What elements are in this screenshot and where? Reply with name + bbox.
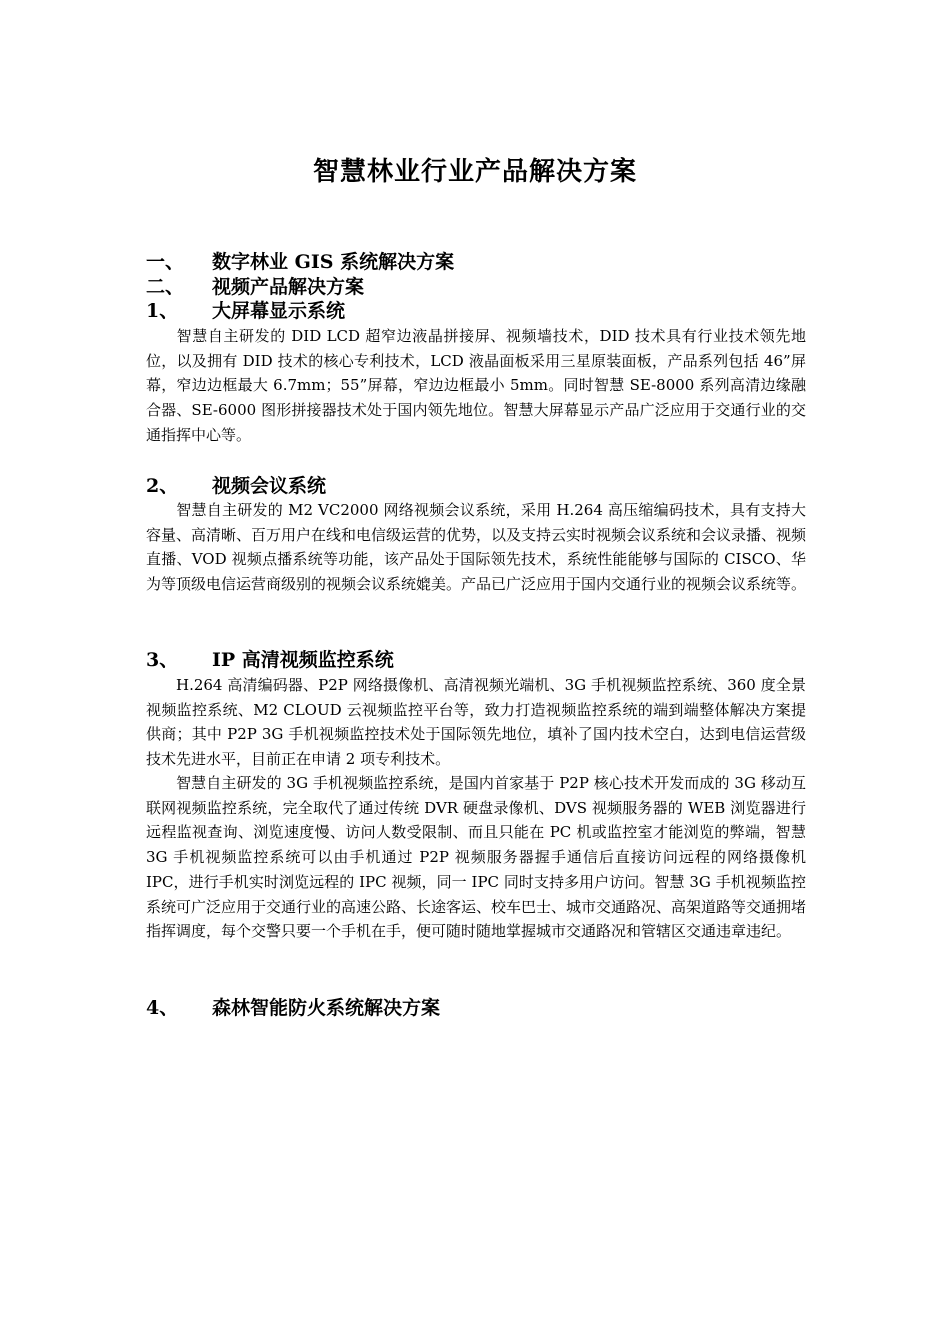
paragraph-large-screen — [146, 324, 806, 448]
paragraph-ip-surveillance — [146, 673, 806, 772]
section-label: 数字林业 GIS 系统解决方案 — [212, 251, 455, 273]
section-label: 森林智能防火系统解决方案 — [212, 997, 441, 1019]
section-number: 1、 — [146, 300, 179, 322]
section-heading-video — [146, 274, 364, 300]
paragraph-video-conference — [146, 498, 806, 597]
section-heading-video-conference — [146, 473, 326, 499]
section-number: 一、 — [146, 251, 185, 273]
section-heading-ip-surveillance — [146, 647, 394, 673]
document-title: 智慧林业行业产品解决方案 — [312, 157, 637, 187]
paragraph-text: 智慧自主研发的 DID LCD 超窄边液晶拼接屏、视频墙技术，DID 技术具有行业技术领先地位，以及拥有 DID 技术的核心专利技术，LCD 液晶面板采用三星原装面板，产品系列包括 46”屏幕，窄边边框最大 6.7mm；55”屏幕，窄边边框最小 5mm。同时智慧 SE-8000 系列高清边缘融合器、SE-6000 图形拼接器技术处于国内领先地位。智慧大屏幕显示产品广泛应用于交通行业的交通指挥中心等。 — [146, 327, 806, 444]
section-number: 二、 — [146, 276, 185, 298]
paragraph-text: H.264 高清编码器、P2P 网络摄像机、高清视频光端机、3G 手机视频监控系统、360 度全景视频监控系统、M2 CLOUD 云视频监控平台等，致力打造视频监控系统的端到端整体解决方案提供商；其中 P2P 3G 手机视频监控技术处于国际领先地位，填补了国内技术空白，达到电信运营级技术先进水平，目前正在申请 2 项专利技术。 — [146, 676, 806, 769]
section-heading-gis — [146, 249, 454, 275]
section-label: 视频产品解决方案 — [212, 276, 365, 298]
section-heading-fire-prevention — [146, 995, 440, 1021]
section-label: 视频会议系统 — [212, 475, 327, 497]
section-heading-large-screen — [146, 298, 345, 324]
section-label: IP 高清视频监控系统 — [212, 649, 394, 671]
paragraph-text: 智慧自主研发的 M2 VC2000 网络视频会议系统，采用 H.264 高压缩编码技术，具有支持大容量、高清晰、百万用户在线和电信级运营的优势，以及支持云实时视频会议系统和会议录播、视频直播、VOD 视频点播系统等功能，该产品处于国际领先技术，系统性能能够与国际的 CISCO、华为等顶级电信运营商级别的视频会议系统媲美。产品已广泛应用于国内交通行业的视频会议系统等。 — [146, 501, 807, 594]
section-label: 大屏幕显示系统 — [212, 300, 346, 322]
paragraph-text: 智慧自主研发的 3G 手机视频监控系统，是国内首家基于 P2P 核心技术开发而成的 3G 移动互联网视频监控系统，完全取代了通过传统 DVR 硬盘录像机、DVS 视频服务器的 WEB 浏览器进行远程监视查询、浏览速度慢、访问人数受限制、而且只能在 PC 机或监控室才能浏览的弊端，智慧 3G 手机视频监控系统可以由手机通过 P2P 视频服务器握手通信后直接访问远程的网络摄像机 IPC，进行手机实时浏览远程的 IPC 视频，同一 IPC 同时支持多用户访问。智慧 3G 手机视频监控系统可广泛应用于交通行业的高速公路、长途客运、校车巴士、城市交通路况、高架道路等交通拥堵指挥调度，每个交警只要一个手机在手，便可随时随地掌握城市交通路况和管辖区交通违章违纪。 — [146, 774, 807, 941]
section-number: 3、 — [146, 649, 179, 671]
paragraph-3g-surveillance — [146, 771, 806, 944]
section-number: 4、 — [146, 997, 179, 1019]
section-number: 2、 — [146, 475, 179, 497]
